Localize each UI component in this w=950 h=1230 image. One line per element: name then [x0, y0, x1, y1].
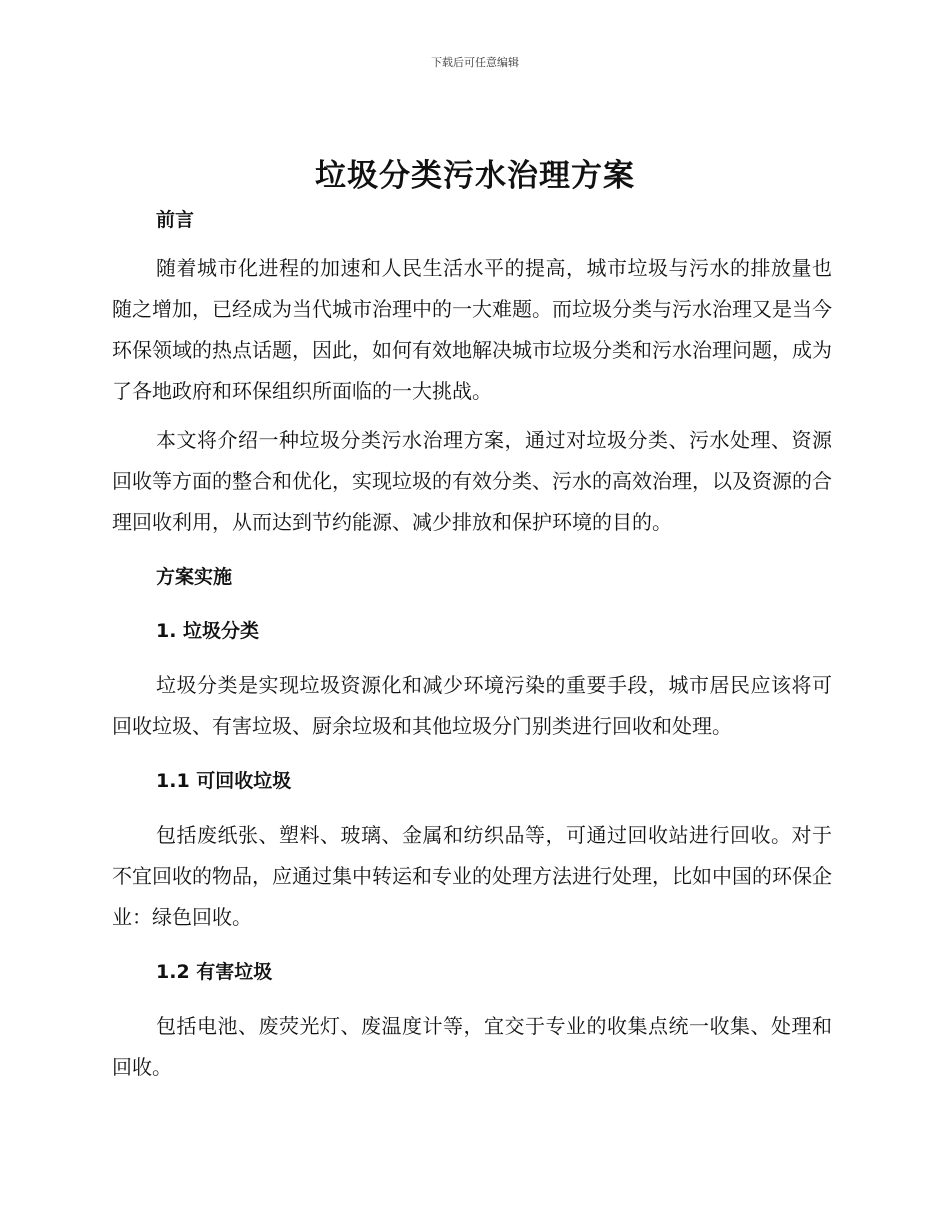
header-note: 下载后可任意编辑	[431, 56, 519, 69]
paragraph-preface-1: 随着城市化进程的加速和人民生活水平的提高，城市垃圾与污水的排放量也随之增加，已经成为当代城市治理中的一大难题。而垃圾分类与污水治理又是当今环保领域的热点话题，因此，如何有效地解决城市垃圾分类和污水治理问题，成为了各地政府和环保组织所面临的一大挑战。	[112, 256, 832, 403]
paragraph-section-1: 垃圾分类是实现垃圾资源化和减少环境污染的重要手段，城市居民应该将可回收垃圾、有害垃圾、厨余垃圾和其他垃圾分门别类进行回收和处理。	[112, 673, 832, 738]
paragraph-section-1-1: 包括废纸张、塑料、玻璃、金属和纺织品等，可通过回收站进行回收。对于不宜回收的物品，应通过集中转运和专业的处理方法进行处理，比如中国的环保企业：绿色回收。	[112, 823, 832, 929]
heading-implementation: 方案实施	[156, 566, 233, 588]
heading-preface: 前言	[156, 209, 195, 231]
paragraph-section-1-2: 包括电池、废荧光灯、废温度计等，宜交于专业的收集点统一收集、处理和回收。	[112, 1014, 832, 1079]
heading-section-1-2: 1.2 有害垃圾	[156, 961, 273, 983]
heading-section-1: 1. 垃圾分类	[156, 620, 260, 642]
heading-section-1-1: 1.1 可回收垃圾	[156, 770, 292, 792]
document-title: 垃圾分类污水治理方案	[315, 158, 635, 194]
document-body	[112, 200, 832, 1088]
paragraph-preface-2: 本文将介绍一种垃圾分类污水治理方案，通过对垃圾分类、污水处理、资源回收等方面的整合和优化，实现垃圾的有效分类、污水的高效治理，以及资源的合理回收利用，从而达到节约能源、减少排放和保护环境的目的。	[112, 428, 832, 534]
